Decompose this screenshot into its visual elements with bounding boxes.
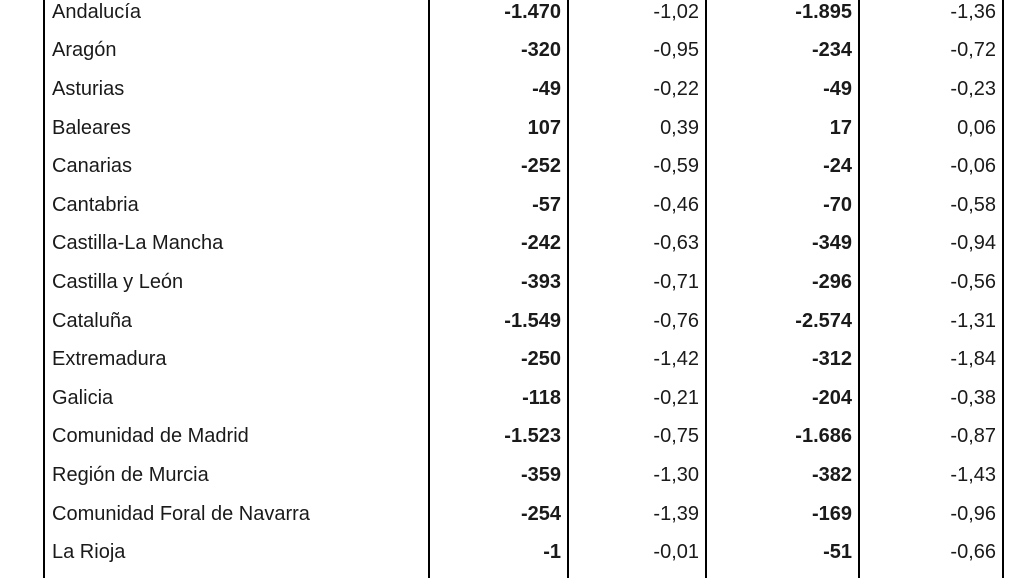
rate2-cell: -0,23	[858, 70, 1002, 109]
table-row	[45, 32, 1002, 71]
rate2-cell: -1,43	[858, 456, 1002, 495]
region-name-cell: Aragón	[52, 39, 117, 62]
value2-cell: -312	[705, 340, 858, 379]
rate1-cell: -0,21	[567, 379, 705, 418]
value2-cell	[705, 572, 858, 578]
rate1-cell: -1,39	[567, 495, 705, 534]
table-row	[45, 533, 1002, 572]
value2-cell: -24	[705, 147, 858, 186]
value1-cell: -118	[428, 379, 567, 418]
table-row	[45, 340, 1002, 379]
table-row	[45, 418, 1002, 457]
value2-cell: 17	[705, 109, 858, 148]
rate2-cell: -0,06	[858, 147, 1002, 186]
region-name-cell: Cantabria	[52, 193, 139, 216]
rate1-cell: -1,02	[567, 0, 705, 32]
value1-cell: -1	[428, 533, 567, 572]
region-name-cell: Asturias	[52, 77, 125, 100]
rate2-cell: -0,66	[858, 533, 1002, 572]
rate2-cell: -0,56	[858, 263, 1002, 302]
region-name-cell: Región de Murcia	[52, 463, 209, 486]
rate2-cell: -0,87	[858, 418, 1002, 457]
region-name-cell: Comunidad de Madrid	[52, 425, 249, 448]
value1-cell: -1.470	[428, 0, 567, 32]
rate1-cell: -1,30	[567, 456, 705, 495]
value2-cell: -169	[705, 495, 858, 534]
region-name-cell: Comunidad Foral de Navarra	[52, 502, 310, 525]
region-name-cell: Castilla-La Mancha	[52, 232, 224, 255]
region-name-cell: Galicia	[52, 386, 114, 409]
value2-cell: -234	[705, 32, 858, 71]
value1-cell: -242	[428, 225, 567, 264]
value2-cell: -2.574	[705, 302, 858, 341]
table-row-partial	[45, 572, 1002, 578]
value2-cell: -51	[705, 533, 858, 572]
regions-data-table	[43, 0, 1004, 578]
value1-cell: -393	[428, 263, 567, 302]
region-cell	[45, 572, 428, 578]
region-name-cell: Cataluña	[52, 309, 133, 332]
rate1-cell: -1,42	[567, 340, 705, 379]
table-row	[45, 225, 1002, 264]
rate2-cell: 0,06	[858, 109, 1002, 148]
rate1-cell: -0,22	[567, 70, 705, 109]
region-name-cell: Baleares	[52, 116, 131, 139]
rate1-cell: -0,71	[567, 263, 705, 302]
value2-cell: -382	[705, 456, 858, 495]
table-row	[45, 109, 1002, 148]
value2-cell: -70	[705, 186, 858, 225]
region-name-cell: Andalucía	[52, 0, 141, 23]
rate1-cell: -0,59	[567, 147, 705, 186]
value1-cell: -254	[428, 495, 567, 534]
table-row	[45, 186, 1002, 225]
rate1-cell: -0,75	[567, 418, 705, 457]
value1-cell: -250	[428, 340, 567, 379]
value1-cell: -320	[428, 32, 567, 71]
value1-cell: 107	[428, 109, 567, 148]
rate2-cell: -1,31	[858, 302, 1002, 341]
rate2-cell: -1,36	[858, 0, 1002, 32]
table-row	[45, 263, 1002, 302]
table-row	[45, 302, 1002, 341]
value2-cell: -349	[705, 225, 858, 264]
region-name-cell: Extremadura	[52, 348, 167, 371]
rate2-cell	[858, 572, 1002, 578]
table-row	[45, 147, 1002, 186]
region-name-cell: Castilla y León	[52, 270, 184, 293]
rate2-cell: -0,94	[858, 225, 1002, 264]
rate2-cell: -0,38	[858, 379, 1002, 418]
value1-cell: -1.523	[428, 418, 567, 457]
rate2-cell: -1,84	[858, 340, 1002, 379]
table-row	[45, 70, 1002, 109]
value2-cell: -49	[705, 70, 858, 109]
value1-cell: -359	[428, 456, 567, 495]
rate1-cell: 0,39	[567, 109, 705, 148]
rate1-cell	[567, 572, 705, 578]
rate1-cell: -0,63	[567, 225, 705, 264]
table-row	[45, 0, 1002, 32]
table-row	[45, 495, 1002, 534]
rate1-cell: -0,76	[567, 302, 705, 341]
rate1-cell: -0,46	[567, 186, 705, 225]
rate1-cell: -0,01	[567, 533, 705, 572]
value2-cell: -1.895	[705, 0, 858, 32]
value1-cell: -49	[428, 70, 567, 109]
value1-cell	[428, 572, 567, 578]
rate2-cell: -0,58	[858, 186, 1002, 225]
value2-cell: -204	[705, 379, 858, 418]
value1-cell: -1.549	[428, 302, 567, 341]
region-name-cell: La Rioja	[52, 541, 126, 564]
value2-cell: -296	[705, 263, 858, 302]
value2-cell: -1.686	[705, 418, 858, 457]
value1-cell: -57	[428, 186, 567, 225]
rate1-cell: -0,95	[567, 32, 705, 71]
rate2-cell: -0,72	[858, 32, 1002, 71]
table-row	[45, 456, 1002, 495]
rate2-cell: -0,96	[858, 495, 1002, 534]
value1-cell: -252	[428, 147, 567, 186]
table-row	[45, 379, 1002, 418]
region-name-cell: Canarias	[52, 155, 133, 178]
